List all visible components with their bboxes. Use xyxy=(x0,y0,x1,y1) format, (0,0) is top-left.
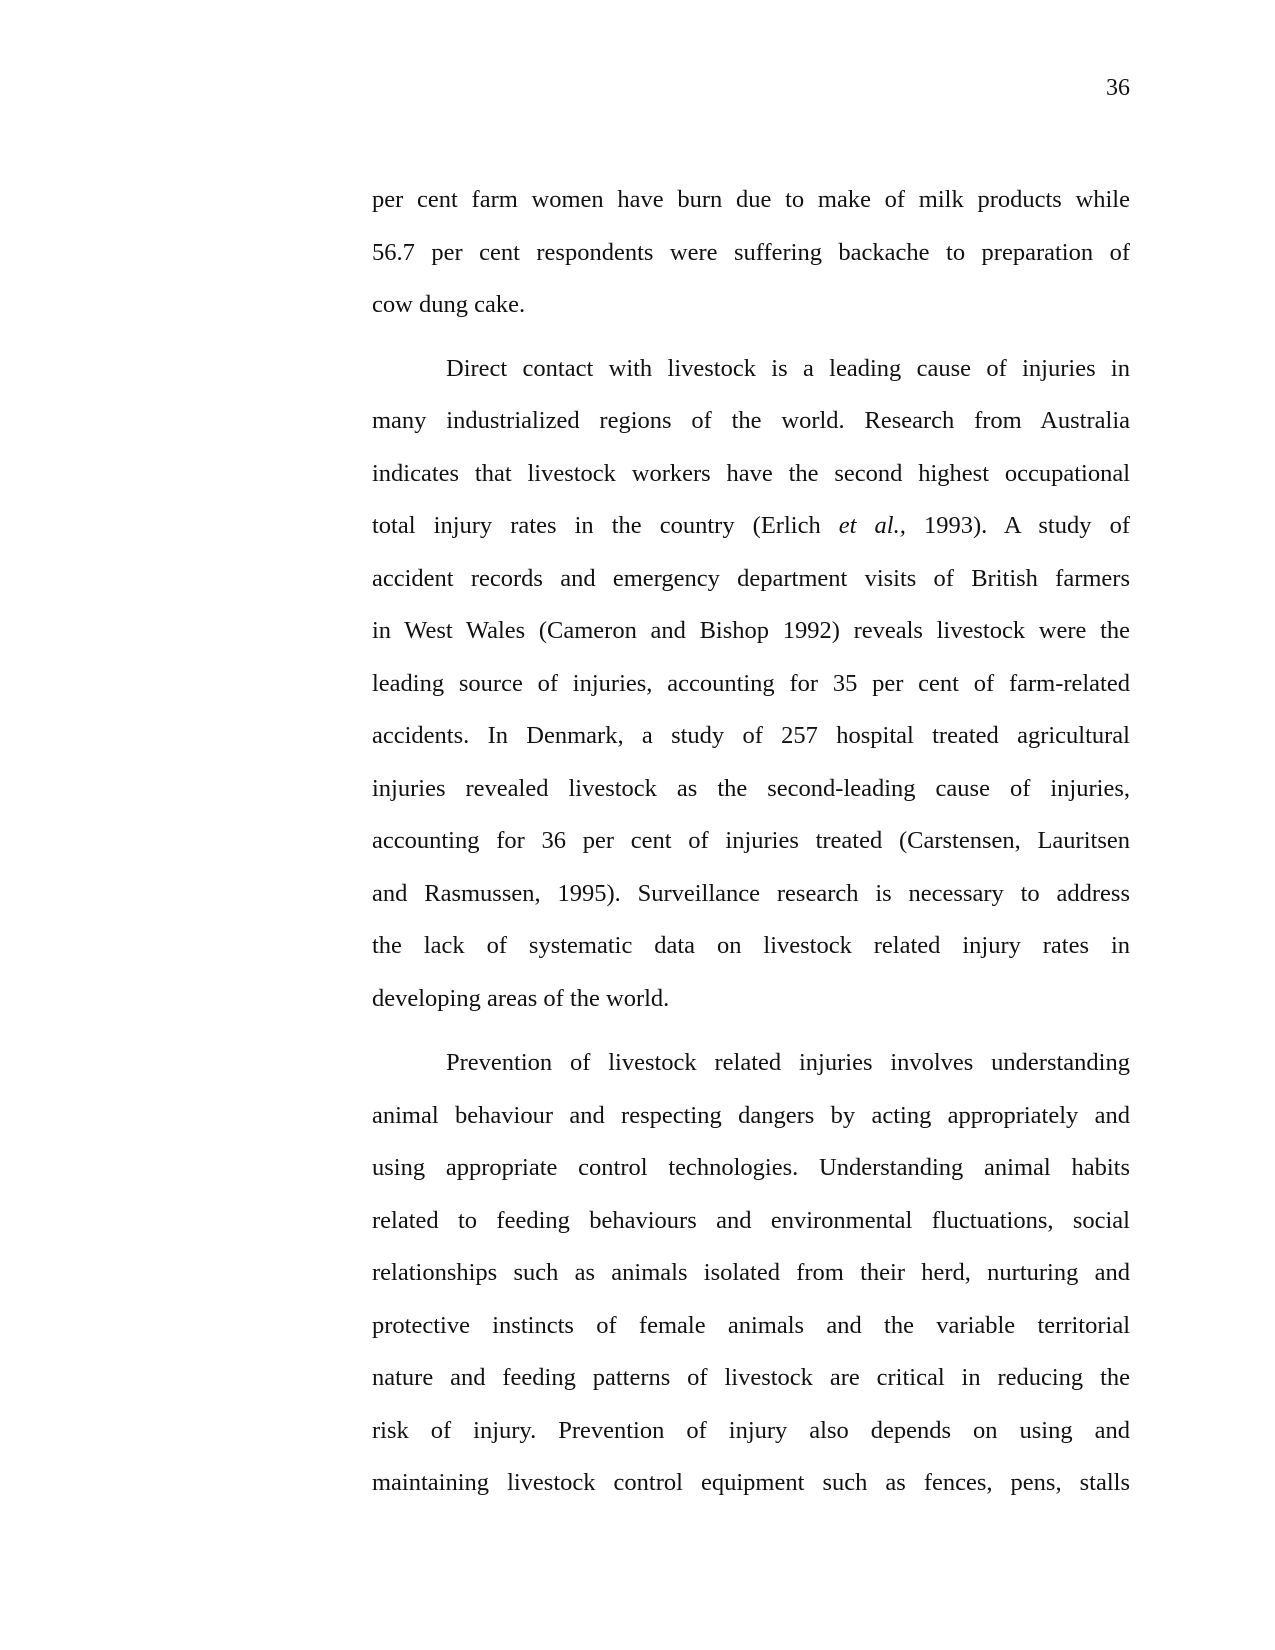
text-line: related to feeding behaviours and environmental fluctuations, social xyxy=(372,1206,1130,1234)
text-line: injuries revealed livestock as the second-leading cause of injuries, xyxy=(372,774,1130,802)
text-line: accounting for 36 per cent of injuries treated (Carstensen, Lauritsen xyxy=(372,827,1130,854)
text-segment: total injury rates in the country (Erlich xyxy=(372,512,839,539)
text-line: nature and feeding patterns of livestock are critical in reducing the xyxy=(372,1364,1130,1391)
text-line: per cent farm women have burn due to make of milk products while xyxy=(372,186,1130,213)
text-line: many industrialized regions of the world. Research from Australia xyxy=(372,407,1130,434)
text-line: the lack of systematic data on livestock related injury rates in xyxy=(372,932,1130,959)
text-line: relationships such as animals isolated from their herd, nurturing and xyxy=(372,1259,1130,1286)
text-line: in West Wales (Cameron and Bishop 1992) reveals livestock were the xyxy=(372,617,1130,644)
body-text xyxy=(372,174,1130,1510)
text-line: using appropriate control technologies. Understanding animal habits xyxy=(372,1154,1130,1181)
text-line: developing areas of the world. xyxy=(372,984,670,1012)
text-line: maintaining livestock control equipment such as fences, pens, stalls xyxy=(372,1469,1130,1496)
italic-citation: et al., xyxy=(838,512,906,539)
text-line: indicates that livestock workers have the second highest occupational xyxy=(372,459,1130,487)
text-line: Direct contact with livestock is a leading cause of injuries in xyxy=(446,354,1130,382)
text-line-with-citation xyxy=(372,500,1130,553)
text-line: accident records and emergency department visits of British farmers xyxy=(372,564,1130,592)
text-line: and Rasmussen, 1995). Surveillance research is necessary to address xyxy=(372,879,1130,907)
page-number: 36 xyxy=(1106,75,1130,101)
text-line: animal behaviour and respecting dangers by acting appropriately and xyxy=(372,1101,1130,1129)
paragraph-3 xyxy=(372,1037,1130,1510)
text-line: accidents. In Denmark, a study of 257 hospital treated agricultural xyxy=(372,722,1130,749)
text-line: Prevention of livestock related injuries involves understanding xyxy=(446,1049,1130,1076)
text-line: cow dung cake. xyxy=(372,291,526,318)
text-line: risk of injury. Prevention of injury also depends on using and xyxy=(372,1416,1130,1444)
text-line: 56.7 per cent respondents were suffering backache to preparation of xyxy=(372,238,1130,266)
text-segment: 1993). A study of xyxy=(905,512,1130,539)
text-line: protective instincts of female animals and the variable territorial xyxy=(372,1311,1130,1339)
text-line: leading source of injuries, accounting for 35 per cent of farm-related xyxy=(372,669,1130,697)
paragraph-2 xyxy=(372,343,1130,1026)
paragraph-1 xyxy=(372,174,1130,332)
